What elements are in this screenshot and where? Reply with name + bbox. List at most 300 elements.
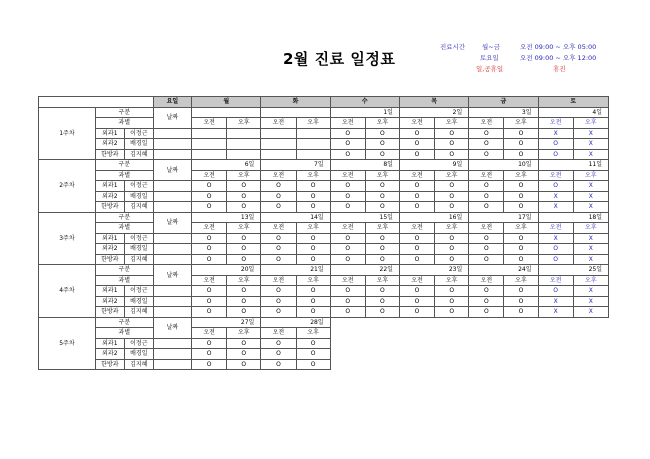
pm-label: 오후 <box>296 223 330 234</box>
week-label: 3주차 <box>39 212 96 265</box>
open-mark: O <box>504 191 538 202</box>
date-label: 날짜 <box>153 265 191 286</box>
pm-label: 오후 <box>227 118 261 129</box>
open-mark: O <box>227 338 261 349</box>
doctor-dept: 외과2 <box>95 349 124 360</box>
open-mark: O <box>538 139 573 150</box>
open-mark: O <box>399 191 434 202</box>
am-label: 오전 <box>261 170 296 181</box>
header-row <box>39 97 609 108</box>
week-row-dept <box>39 223 609 234</box>
empty-cell <box>296 128 330 139</box>
day-date: 14일 <box>261 212 330 223</box>
open-mark: O <box>435 296 469 307</box>
day-date: 11일 <box>538 160 608 171</box>
closed-mark: X <box>573 296 608 307</box>
doctor-dept: 외과2 <box>95 244 124 255</box>
closed-mark: X <box>538 296 573 307</box>
open-mark: O <box>192 244 227 255</box>
schedule-table <box>38 96 609 370</box>
closed-mark: X <box>573 254 608 265</box>
open-mark: O <box>504 128 538 139</box>
closed-mark: X <box>573 181 608 192</box>
dept-label: 과별 <box>95 328 153 339</box>
open-mark: O <box>435 181 469 192</box>
doctor-name: 김지혜 <box>124 359 153 370</box>
header-weekday: 금 <box>469 97 538 108</box>
pm-label: 오후 <box>227 328 261 339</box>
am-label: 오전 <box>399 275 434 286</box>
am-label: 오전 <box>469 223 504 234</box>
open-mark: O <box>469 181 504 192</box>
open-mark: O <box>296 338 330 349</box>
pm-label: 오후 <box>573 223 608 234</box>
week-row-category <box>39 212 609 223</box>
open-mark: O <box>261 233 296 244</box>
open-mark: O <box>227 244 261 255</box>
open-mark: O <box>296 307 330 318</box>
open-mark: O <box>399 181 434 192</box>
empty-cell <box>227 128 261 139</box>
header-weekday: 토 <box>538 97 608 108</box>
open-mark: O <box>365 254 399 265</box>
day-date: 6일 <box>192 160 261 171</box>
open-mark: O <box>365 286 399 297</box>
open-mark: O <box>435 149 469 160</box>
am-label: 오전 <box>261 118 296 129</box>
category-label: 구분 <box>95 317 153 328</box>
doctor-dept: 한방과 <box>95 254 124 265</box>
hours-day-saturday: 토요일 <box>480 54 499 62</box>
open-mark: O <box>504 244 538 255</box>
day-date: 1일 <box>330 107 399 118</box>
header-weekday-label: 요일 <box>153 97 191 108</box>
open-mark: O <box>504 307 538 318</box>
doctor-spacer <box>153 296 191 307</box>
doctor-row <box>39 149 609 160</box>
open-mark: O <box>192 286 227 297</box>
open-mark: O <box>504 202 538 213</box>
doctor-spacer <box>153 202 191 213</box>
open-mark: O <box>261 349 296 360</box>
hours-time-saturday: 오전 09:00 ~ 오후 12:00 <box>520 54 597 62</box>
am-label: 오전 <box>399 118 434 129</box>
hours-label: 진료시간 <box>440 43 466 51</box>
open-mark: O <box>435 202 469 213</box>
closed-mark: X <box>573 139 608 150</box>
doctor-row <box>39 139 609 150</box>
page-title: 2월 진료 일정표 <box>283 50 396 68</box>
doctor-dept: 한방과 <box>95 149 124 160</box>
closed-mark: X <box>538 202 573 213</box>
open-mark: O <box>365 296 399 307</box>
doctor-spacer <box>153 286 191 297</box>
day-date: 22일 <box>330 265 399 276</box>
open-mark: O <box>538 254 573 265</box>
open-mark: O <box>504 254 538 265</box>
pm-label: 오후 <box>504 170 538 181</box>
open-mark: O <box>365 307 399 318</box>
day-date: 25일 <box>538 265 608 276</box>
day-date <box>261 107 330 118</box>
doctor-spacer <box>153 244 191 255</box>
open-mark: O <box>227 254 261 265</box>
open-mark: O <box>365 233 399 244</box>
open-mark: O <box>365 139 399 150</box>
open-mark: O <box>192 191 227 202</box>
day-date: 17일 <box>469 212 538 223</box>
day-date: 15일 <box>330 212 399 223</box>
open-mark: O <box>227 359 261 370</box>
pm-label: 오후 <box>227 170 261 181</box>
am-label: 오전 <box>330 118 365 129</box>
open-mark: O <box>261 359 296 370</box>
open-mark: O <box>192 307 227 318</box>
day-date <box>192 107 261 118</box>
open-mark: O <box>504 181 538 192</box>
doctor-row <box>39 286 609 297</box>
am-label: 오전 <box>330 275 365 286</box>
am-label: 오전 <box>538 170 573 181</box>
am-label: 오전 <box>330 223 365 234</box>
open-mark: O <box>399 296 434 307</box>
doctor-dept: 외과1 <box>95 286 124 297</box>
am-label: 오전 <box>538 275 573 286</box>
closed-mark: X <box>573 128 608 139</box>
doctor-dept: 외과1 <box>95 181 124 192</box>
closed-mark: X <box>573 233 608 244</box>
open-mark: O <box>227 233 261 244</box>
day-date: 7일 <box>261 160 330 171</box>
doctor-dept: 외과1 <box>95 233 124 244</box>
open-mark: O <box>227 191 261 202</box>
doctor-name: 김지혜 <box>124 307 153 318</box>
doctor-name: 김지혜 <box>124 202 153 213</box>
closed-mark: X <box>538 307 573 318</box>
day-date: 27일 <box>192 317 261 328</box>
week-label: 4주차 <box>39 265 96 318</box>
closed-mark: X <box>573 149 608 160</box>
open-mark: O <box>435 128 469 139</box>
doctor-dept: 외과2 <box>95 296 124 307</box>
open-mark: O <box>330 149 365 160</box>
closed-mark: X <box>538 233 573 244</box>
open-mark: O <box>192 233 227 244</box>
day-date: 3일 <box>469 107 538 118</box>
doctor-name: 배경일 <box>124 244 153 255</box>
open-mark: O <box>469 128 504 139</box>
pm-label: 오후 <box>504 223 538 234</box>
pm-label: 오후 <box>227 223 261 234</box>
open-mark: O <box>435 286 469 297</box>
open-mark: O <box>330 191 365 202</box>
day-date: 23일 <box>399 265 468 276</box>
open-mark: O <box>227 202 261 213</box>
am-label: 오전 <box>261 275 296 286</box>
open-mark: O <box>261 202 296 213</box>
closed-mark: X <box>538 128 573 139</box>
pm-label: 오후 <box>573 118 608 129</box>
day-date: 28일 <box>261 317 330 328</box>
doctor-name: 김지혜 <box>124 254 153 265</box>
am-label: 오전 <box>192 223 227 234</box>
empty-cell <box>192 139 227 150</box>
week-row-dept <box>39 170 609 181</box>
open-mark: O <box>538 244 573 255</box>
doctor-spacer <box>153 181 191 192</box>
open-mark: O <box>365 244 399 255</box>
doctor-spacer <box>153 149 191 160</box>
open-mark: O <box>435 244 469 255</box>
pm-label: 오후 <box>365 223 399 234</box>
open-mark: O <box>399 244 434 255</box>
week-row-category <box>39 265 609 276</box>
empty-area <box>330 317 608 370</box>
pm-label: 오후 <box>435 223 469 234</box>
day-date: 10일 <box>469 160 538 171</box>
doctor-name: 배경일 <box>124 349 153 360</box>
open-mark: O <box>469 233 504 244</box>
header-weekday: 화 <box>261 97 330 108</box>
week-row-dept <box>39 118 609 129</box>
open-mark: O <box>330 307 365 318</box>
open-mark: O <box>261 296 296 307</box>
open-mark: O <box>261 307 296 318</box>
doctor-dept: 한방과 <box>95 202 124 213</box>
doctor-spacer <box>153 307 191 318</box>
category-label: 구분 <box>95 265 153 276</box>
day-date: 16일 <box>399 212 468 223</box>
open-mark: O <box>365 128 399 139</box>
empty-cell <box>261 128 296 139</box>
open-mark: O <box>365 191 399 202</box>
open-mark: O <box>296 191 330 202</box>
header-weekday: 월 <box>192 97 261 108</box>
doctor-spacer <box>153 254 191 265</box>
week-row-category <box>39 107 609 118</box>
dept-label: 과별 <box>95 118 153 129</box>
week-label: 2주차 <box>39 160 96 213</box>
open-mark: O <box>296 296 330 307</box>
doctor-name: 배경일 <box>124 139 153 150</box>
open-mark: O <box>330 233 365 244</box>
doctor-name: 배경일 <box>124 296 153 307</box>
open-mark: O <box>296 181 330 192</box>
pm-label: 오후 <box>365 170 399 181</box>
am-label: 오전 <box>330 170 365 181</box>
date-label: 날짜 <box>153 317 191 338</box>
clinic-hours <box>440 42 605 74</box>
pm-label: 오후 <box>573 170 608 181</box>
header-weekday: 목 <box>399 97 468 108</box>
am-label: 오전 <box>538 223 573 234</box>
day-date: 4일 <box>538 107 608 118</box>
doctor-row <box>39 181 609 192</box>
day-date: 24일 <box>469 265 538 276</box>
date-label: 날짜 <box>153 107 191 128</box>
doctor-row <box>39 254 609 265</box>
category-label: 구분 <box>95 212 153 223</box>
closed-mark: X <box>573 286 608 297</box>
open-mark: O <box>504 139 538 150</box>
doctor-row <box>39 128 609 139</box>
open-mark: O <box>296 244 330 255</box>
pm-label: 오후 <box>504 118 538 129</box>
pm-label: 오후 <box>365 118 399 129</box>
open-mark: O <box>330 244 365 255</box>
am-label: 오전 <box>192 118 227 129</box>
open-mark: O <box>504 286 538 297</box>
day-date: 9일 <box>399 160 468 171</box>
open-mark: O <box>227 286 261 297</box>
am-label: 오전 <box>192 275 227 286</box>
doctor-row <box>39 307 609 318</box>
doctor-spacer <box>153 191 191 202</box>
open-mark: O <box>261 338 296 349</box>
open-mark: O <box>399 254 434 265</box>
doctor-dept: 외과2 <box>95 139 124 150</box>
hours-time-weekday: 오전 09:00 ~ 오후 05:00 <box>520 43 597 51</box>
open-mark: O <box>469 149 504 160</box>
open-mark: O <box>435 307 469 318</box>
open-mark: O <box>469 202 504 213</box>
day-date: 21일 <box>261 265 330 276</box>
open-mark: O <box>296 349 330 360</box>
pm-label: 오후 <box>365 275 399 286</box>
day-date: 8일 <box>330 160 399 171</box>
doctor-spacer <box>153 233 191 244</box>
day-date: 13일 <box>192 212 261 223</box>
date-label: 날짜 <box>153 212 191 233</box>
empty-cell <box>261 149 296 160</box>
week-label: 5주차 <box>39 317 96 370</box>
open-mark: O <box>399 139 434 150</box>
open-mark: O <box>469 307 504 318</box>
closed-mark: X <box>573 244 608 255</box>
am-label: 오전 <box>192 328 227 339</box>
open-mark: O <box>469 296 504 307</box>
open-mark: O <box>469 191 504 202</box>
open-mark: O <box>192 254 227 265</box>
open-mark: O <box>469 286 504 297</box>
closed-mark: X <box>573 191 608 202</box>
open-mark: O <box>261 181 296 192</box>
doctor-spacer <box>153 349 191 360</box>
open-mark: O <box>227 296 261 307</box>
empty-cell <box>192 149 227 160</box>
dept-label: 과별 <box>95 170 153 181</box>
am-label: 오전 <box>538 118 573 129</box>
open-mark: O <box>330 254 365 265</box>
open-mark: O <box>227 349 261 360</box>
closed-mark: X <box>573 307 608 318</box>
empty-cell <box>261 139 296 150</box>
open-mark: O <box>435 254 469 265</box>
pm-label: 오후 <box>296 328 330 339</box>
day-date: 20일 <box>192 265 261 276</box>
am-label: 오전 <box>469 275 504 286</box>
open-mark: O <box>435 139 469 150</box>
pm-label: 오후 <box>296 170 330 181</box>
open-mark: O <box>330 128 365 139</box>
doctor-name: 김지혜 <box>124 149 153 160</box>
hours-day-weekday: 월~금 <box>482 43 501 51</box>
open-mark: O <box>365 149 399 160</box>
day-date: 18일 <box>538 212 608 223</box>
week-row-category <box>39 317 609 328</box>
header-weekday: 수 <box>330 97 399 108</box>
week-label: 1주차 <box>39 107 96 160</box>
open-mark: O <box>296 286 330 297</box>
empty-cell <box>296 139 330 150</box>
doctor-dept: 외과2 <box>95 191 124 202</box>
pm-label: 오후 <box>573 275 608 286</box>
open-mark: O <box>469 244 504 255</box>
open-mark: O <box>399 128 434 139</box>
doctor-spacer <box>153 338 191 349</box>
pm-label: 오후 <box>504 275 538 286</box>
open-mark: O <box>192 181 227 192</box>
doctor-name: 배경일 <box>124 191 153 202</box>
am-label: 오전 <box>261 328 296 339</box>
week-row-category <box>39 160 609 171</box>
open-mark: O <box>296 254 330 265</box>
am-label: 오전 <box>469 170 504 181</box>
open-mark: O <box>538 286 573 297</box>
open-mark: O <box>296 359 330 370</box>
open-mark: O <box>296 233 330 244</box>
open-mark: O <box>538 149 573 160</box>
open-mark: O <box>504 296 538 307</box>
open-mark: O <box>261 191 296 202</box>
open-mark: O <box>192 338 227 349</box>
empty-cell <box>227 139 261 150</box>
empty-cell <box>192 128 227 139</box>
hours-time-holiday: 휴진 <box>553 65 566 73</box>
doctor-dept: 한방과 <box>95 307 124 318</box>
category-label: 구분 <box>95 107 153 118</box>
hours-day-holiday: 일,공휴일 <box>476 65 504 73</box>
pm-label: 오후 <box>296 275 330 286</box>
doctor-row <box>39 233 609 244</box>
date-label: 날짜 <box>153 160 191 181</box>
dept-label: 과별 <box>95 223 153 234</box>
open-mark: O <box>435 233 469 244</box>
empty-cell <box>296 149 330 160</box>
am-label: 오전 <box>399 170 434 181</box>
am-label: 오전 <box>261 223 296 234</box>
doctor-row <box>39 244 609 255</box>
doctor-dept: 외과1 <box>95 128 124 139</box>
open-mark: O <box>296 202 330 213</box>
open-mark: O <box>192 349 227 360</box>
open-mark: O <box>330 286 365 297</box>
am-label: 오전 <box>399 223 434 234</box>
open-mark: O <box>399 307 434 318</box>
open-mark: O <box>227 307 261 318</box>
pm-label: 오후 <box>296 118 330 129</box>
dept-label: 과별 <box>95 275 153 286</box>
doctor-name: 이정근 <box>124 128 153 139</box>
open-mark: O <box>399 233 434 244</box>
doctor-spacer <box>153 359 191 370</box>
day-date: 2일 <box>399 107 468 118</box>
empty-cell <box>227 149 261 160</box>
open-mark: O <box>399 286 434 297</box>
doctor-name: 이정근 <box>124 181 153 192</box>
pm-label: 오후 <box>435 170 469 181</box>
open-mark: O <box>330 139 365 150</box>
